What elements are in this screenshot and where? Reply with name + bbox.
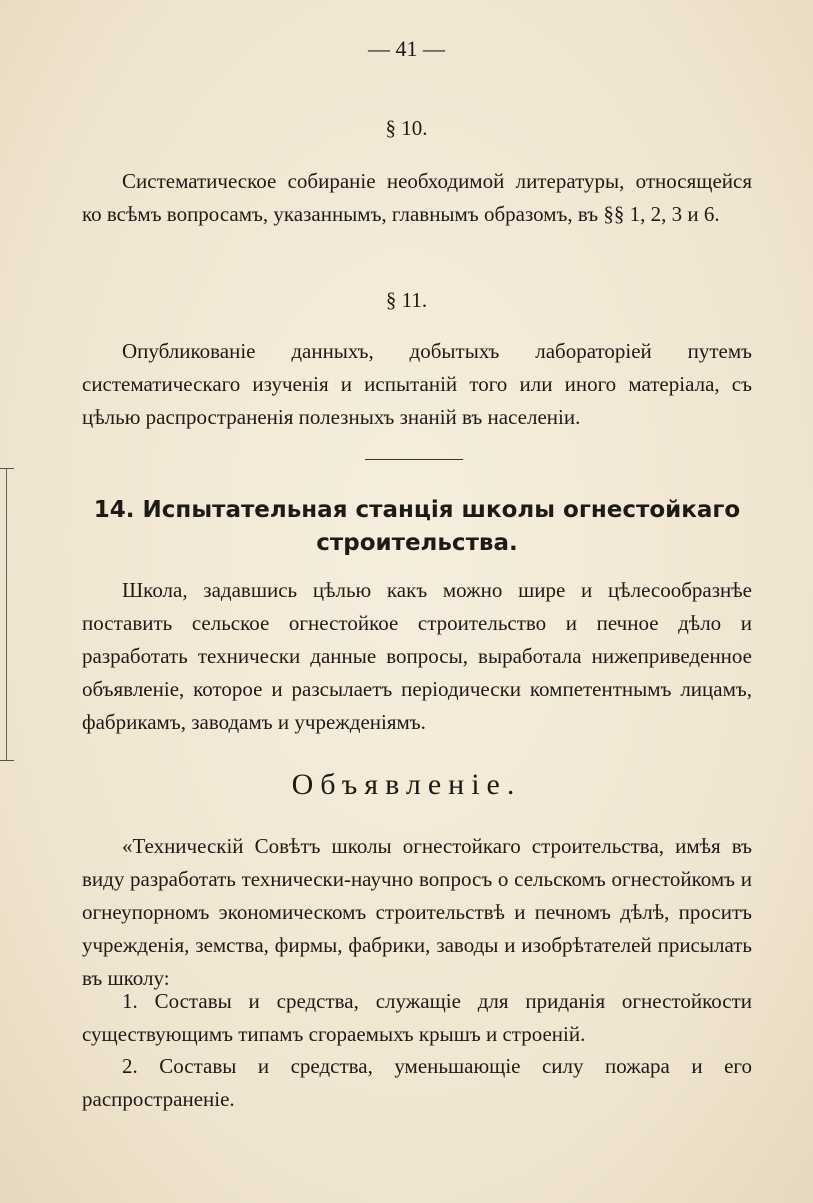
list-item-2: 2. Составы и средства, уменьшающіе силу пожара и его распространеніе.	[82, 1054, 752, 1111]
page-number: — 41 —	[368, 36, 445, 61]
section-10-title: § 10.	[385, 116, 428, 140]
list-item-1: 1. Составы и средства, служащіе для приданія огнестойкости существующимъ типамъ сгораемыхъ крышъ и строеній.	[82, 989, 752, 1046]
section-11-title: § 11.	[385, 288, 428, 312]
section-divider	[365, 459, 463, 460]
announcement-paragraph: «Техническій Совѣтъ школы огнестойкаго строительства, имѣя въ виду разработать технически-научно вопросъ о сельскомъ огнестойкомъ и огнеупорномъ экономическомъ строительствѣ и печномъ дѣлѣ, проситъ учрежденія, земства, фирмы, фабрики, заводы и изобрѣтателей присылать въ школу:	[82, 834, 752, 990]
binding-margin-mark-top	[0, 468, 14, 469]
binding-margin-line	[6, 468, 7, 760]
chapter-heading: 14. Испытательная станція школы огнестойкаго строительства.	[93, 497, 741, 556]
section-11-text: Опубликованіе данныхъ, добытыхъ лабораторіей путемъ систематическаго изученія и испытаній того или иного матеріала, съ цѣлью распространенія полезныхъ знаній въ населеніи.	[82, 339, 752, 429]
section-10-text: Систематическое собираніе необходимой литературы, относящейся ко всѣмъ вопросамъ, указаннымъ, главнымъ образомъ, въ §§ 1, 2, 3 и 6.	[82, 169, 752, 226]
announcement-title: Объявленіе.	[291, 768, 522, 801]
intro-paragraph: Школа, задавшись цѣлью какъ можно шире и цѣлесообразнѣе поставить сельское огнестойкое строительство и печное дѣло и разработать технически данные вопросы, выработала нижеприведенное объявленіе, которое и разсылаетъ періодически компетентнымъ лицамъ, фабрикамъ, заводамъ и учрежденіямъ.	[82, 578, 752, 734]
binding-margin-mark-bottom	[0, 760, 14, 761]
